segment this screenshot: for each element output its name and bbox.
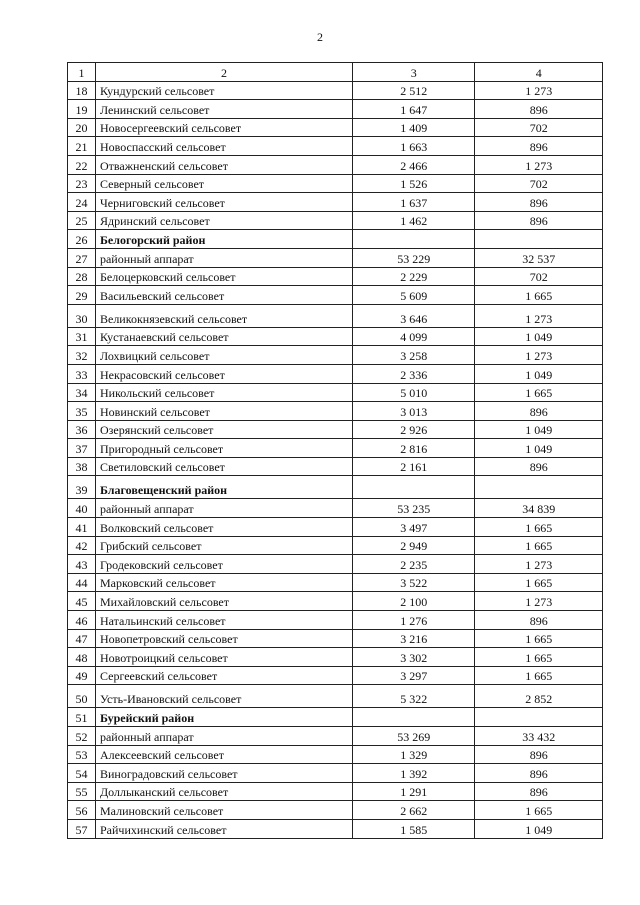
row-value-col3: 2 229	[353, 267, 475, 286]
row-value-col3: 53 229	[353, 248, 475, 267]
row-number: 42	[68, 536, 96, 555]
table-row	[68, 174, 603, 193]
row-name: Натальинский сельсовет	[95, 611, 352, 630]
table-row	[68, 819, 603, 838]
table-row	[68, 118, 603, 137]
row-value-col3: 2 662	[353, 801, 475, 820]
row-value-col4: 896	[475, 137, 603, 156]
row-name: Сергеевский сельсовет	[95, 666, 352, 685]
row-value-col4: 1 665	[475, 629, 603, 648]
row-number: 28	[68, 267, 96, 286]
row-value-col3: 1 329	[353, 745, 475, 764]
table-row	[68, 518, 603, 537]
row-name: Усть-Ивановский сельсовет	[95, 685, 352, 708]
row-number: 47	[68, 629, 96, 648]
table-row	[68, 764, 603, 783]
row-number: 26	[68, 230, 96, 249]
table-row	[68, 708, 603, 727]
row-number: 54	[68, 764, 96, 783]
row-value-col4: 1 049	[475, 420, 603, 439]
row-name: Никольский сельсовет	[95, 383, 352, 402]
row-value-col3	[353, 476, 475, 499]
row-name: Кустанаевский сельсовет	[95, 327, 352, 346]
row-name: Новинский сельсовет	[95, 402, 352, 421]
row-value-col4: 1 665	[475, 573, 603, 592]
row-number: 23	[68, 174, 96, 193]
row-name: Алексеевский сельсовет	[95, 745, 352, 764]
row-number: 21	[68, 137, 96, 156]
row-value-col3: 1 585	[353, 819, 475, 838]
row-value-col4: 702	[475, 267, 603, 286]
row-number: 51	[68, 708, 96, 727]
table-row	[68, 267, 603, 286]
row-value-col3: 2 949	[353, 536, 475, 555]
header-col-3: 3	[353, 63, 475, 82]
row-value-col4: 1 665	[475, 518, 603, 537]
row-name: Озерянский сельсовет	[95, 420, 352, 439]
table-row	[68, 304, 603, 327]
row-number: 33	[68, 364, 96, 383]
row-value-col3: 3 522	[353, 573, 475, 592]
row-value-col4: 1 273	[475, 555, 603, 574]
table-row	[68, 629, 603, 648]
row-number: 37	[68, 439, 96, 458]
row-number: 31	[68, 327, 96, 346]
row-name: Лохвицкий сельсовет	[95, 346, 352, 365]
row-value-col3: 5 322	[353, 685, 475, 708]
row-name: Райчихинский сельсовет	[95, 819, 352, 838]
table-row	[68, 555, 603, 574]
row-number: 48	[68, 648, 96, 667]
table-row	[68, 499, 603, 518]
row-number: 32	[68, 346, 96, 365]
row-value-col4: 1 273	[475, 592, 603, 611]
row-number: 45	[68, 592, 96, 611]
row-value-col4: 1 049	[475, 439, 603, 458]
row-value-col4: 896	[475, 211, 603, 230]
row-value-col3: 1 291	[353, 782, 475, 801]
table-row	[68, 457, 603, 476]
row-name: Северный сельсовет	[95, 174, 352, 193]
header-col-2: 2	[95, 63, 352, 82]
row-number: 19	[68, 100, 96, 119]
table-row	[68, 248, 603, 267]
row-name: Новосергеевский сельсовет	[95, 118, 352, 137]
table-row	[68, 727, 603, 746]
row-value-col3: 2 235	[353, 555, 475, 574]
table-row	[68, 685, 603, 708]
page-number: 2	[317, 30, 323, 44]
row-name: Малиновский сельсовет	[95, 801, 352, 820]
row-value-col4: 1 273	[475, 304, 603, 327]
row-value-col4: 1 665	[475, 648, 603, 667]
table-row	[68, 327, 603, 346]
row-value-col3	[353, 230, 475, 249]
row-number: 27	[68, 248, 96, 267]
row-name: Виноградовский сельсовет	[95, 764, 352, 783]
row-value-col3: 1 526	[353, 174, 475, 193]
table-row	[68, 100, 603, 119]
table-row	[68, 155, 603, 174]
row-value-col4: 1 665	[475, 383, 603, 402]
table-row	[68, 745, 603, 764]
row-value-col4: 702	[475, 118, 603, 137]
table-row	[68, 211, 603, 230]
row-value-col4: 896	[475, 764, 603, 783]
row-value-col3: 3 013	[353, 402, 475, 421]
allocation-table	[67, 62, 603, 839]
row-value-col4: 33 432	[475, 727, 603, 746]
table-row	[68, 193, 603, 212]
row-name: районный аппарат	[95, 727, 352, 746]
row-value-col4: 702	[475, 174, 603, 193]
row-number: 46	[68, 611, 96, 630]
table-row	[68, 476, 603, 499]
row-name: Грибский сельсовет	[95, 536, 352, 555]
table-header-row	[68, 63, 603, 82]
table-row	[68, 611, 603, 630]
row-number: 57	[68, 819, 96, 838]
row-number: 49	[68, 666, 96, 685]
row-value-col3: 3 302	[353, 648, 475, 667]
row-name: Ленинский сельсовет	[95, 100, 352, 119]
row-name: Доллыканский сельсовет	[95, 782, 352, 801]
row-value-col3: 1 663	[353, 137, 475, 156]
row-number: 18	[68, 81, 96, 100]
row-name: Марковский сельсовет	[95, 573, 352, 592]
row-number: 30	[68, 304, 96, 327]
row-name: Бурейский район	[95, 708, 352, 727]
row-value-col4: 34 839	[475, 499, 603, 518]
row-number: 56	[68, 801, 96, 820]
row-value-col4: 1 049	[475, 364, 603, 383]
row-number: 38	[68, 457, 96, 476]
row-value-col4: 1 273	[475, 155, 603, 174]
header-col-1: 1	[68, 63, 96, 82]
table-row	[68, 439, 603, 458]
row-value-col3: 1 276	[353, 611, 475, 630]
row-value-col3: 2 336	[353, 364, 475, 383]
row-value-col4	[475, 230, 603, 249]
table-row	[68, 801, 603, 820]
row-value-col3: 2 466	[353, 155, 475, 174]
row-value-col4: 2 852	[475, 685, 603, 708]
table-row	[68, 364, 603, 383]
row-value-col3: 1 637	[353, 193, 475, 212]
row-name: Новотроицкий сельсовет	[95, 648, 352, 667]
row-number: 44	[68, 573, 96, 592]
row-number: 43	[68, 555, 96, 574]
row-value-col4: 32 537	[475, 248, 603, 267]
table-row	[68, 402, 603, 421]
row-name: Великокнязевский сельсовет	[95, 304, 352, 327]
row-name: Белогорский район	[95, 230, 352, 249]
row-value-col4: 1 273	[475, 346, 603, 365]
row-value-col3: 53 235	[353, 499, 475, 518]
row-name: Светиловский сельсовет	[95, 457, 352, 476]
row-value-col4: 1 665	[475, 286, 603, 305]
row-name: районный аппарат	[95, 248, 352, 267]
table-row	[68, 383, 603, 402]
table-row	[68, 420, 603, 439]
table-row	[68, 648, 603, 667]
row-value-col3: 1 409	[353, 118, 475, 137]
row-number: 24	[68, 193, 96, 212]
row-value-col3: 1 462	[353, 211, 475, 230]
table-row	[68, 286, 603, 305]
row-number: 34	[68, 383, 96, 402]
row-value-col4: 1 665	[475, 666, 603, 685]
row-name: Новоспасский сельсовет	[95, 137, 352, 156]
row-name: Волковский сельсовет	[95, 518, 352, 537]
row-name: Васильевский сельсовет	[95, 286, 352, 305]
table-row	[68, 782, 603, 801]
row-value-col3: 3 216	[353, 629, 475, 648]
row-name: Кундурский сельсовет	[95, 81, 352, 100]
row-value-col3: 2 816	[353, 439, 475, 458]
row-name: Черниговский сельсовет	[95, 193, 352, 212]
row-number: 53	[68, 745, 96, 764]
row-value-col3: 2 100	[353, 592, 475, 611]
row-value-col3: 3 258	[353, 346, 475, 365]
row-value-col3: 3 497	[353, 518, 475, 537]
table-row	[68, 536, 603, 555]
row-number: 29	[68, 286, 96, 305]
header-col-4: 4	[475, 63, 603, 82]
row-number: 40	[68, 499, 96, 518]
row-value-col3: 3 646	[353, 304, 475, 327]
row-number: 20	[68, 118, 96, 137]
row-number: 55	[68, 782, 96, 801]
row-value-col3: 3 297	[353, 666, 475, 685]
row-number: 22	[68, 155, 96, 174]
row-number: 52	[68, 727, 96, 746]
table-row	[68, 573, 603, 592]
row-name: Пригородный сельсовет	[95, 439, 352, 458]
row-value-col3: 1 392	[353, 764, 475, 783]
table-row	[68, 592, 603, 611]
row-value-col3: 5 609	[353, 286, 475, 305]
table-row	[68, 666, 603, 685]
table-row	[68, 137, 603, 156]
row-value-col3: 53 269	[353, 727, 475, 746]
row-value-col4: 896	[475, 611, 603, 630]
row-value-col4: 896	[475, 745, 603, 764]
row-name: Отважненский сельсовет	[95, 155, 352, 174]
row-value-col3: 2 926	[353, 420, 475, 439]
row-number: 50	[68, 685, 96, 708]
row-name: районный аппарат	[95, 499, 352, 518]
row-value-col3	[353, 708, 475, 727]
row-value-col4: 1 665	[475, 536, 603, 555]
row-name: Гродековский сельсовет	[95, 555, 352, 574]
row-value-col4	[475, 708, 603, 727]
row-number: 39	[68, 476, 96, 499]
table-row	[68, 346, 603, 365]
table-row	[68, 230, 603, 249]
row-name: Новопетровский сельсовет	[95, 629, 352, 648]
row-number: 35	[68, 402, 96, 421]
row-value-col4: 1 665	[475, 801, 603, 820]
row-name: Ядринский сельсовет	[95, 211, 352, 230]
row-value-col3: 2 161	[353, 457, 475, 476]
row-value-col4: 1 049	[475, 327, 603, 346]
row-value-col4: 1 049	[475, 819, 603, 838]
row-value-col3: 2 512	[353, 81, 475, 100]
row-name: Михайловский сельсовет	[95, 592, 352, 611]
row-number: 36	[68, 420, 96, 439]
row-value-col4: 896	[475, 457, 603, 476]
table-row	[68, 81, 603, 100]
row-value-col3: 4 099	[353, 327, 475, 346]
row-name: Благовещенский район	[95, 476, 352, 499]
row-value-col4: 896	[475, 402, 603, 421]
row-number: 25	[68, 211, 96, 230]
row-value-col3: 1 647	[353, 100, 475, 119]
row-value-col4: 896	[475, 100, 603, 119]
row-name: Белоцерковский сельсовет	[95, 267, 352, 286]
row-value-col4: 896	[475, 782, 603, 801]
row-name: Некрасовский сельсовет	[95, 364, 352, 383]
row-value-col4	[475, 476, 603, 499]
row-value-col4: 896	[475, 193, 603, 212]
row-number: 41	[68, 518, 96, 537]
row-value-col3: 5 010	[353, 383, 475, 402]
row-value-col4: 1 273	[475, 81, 603, 100]
